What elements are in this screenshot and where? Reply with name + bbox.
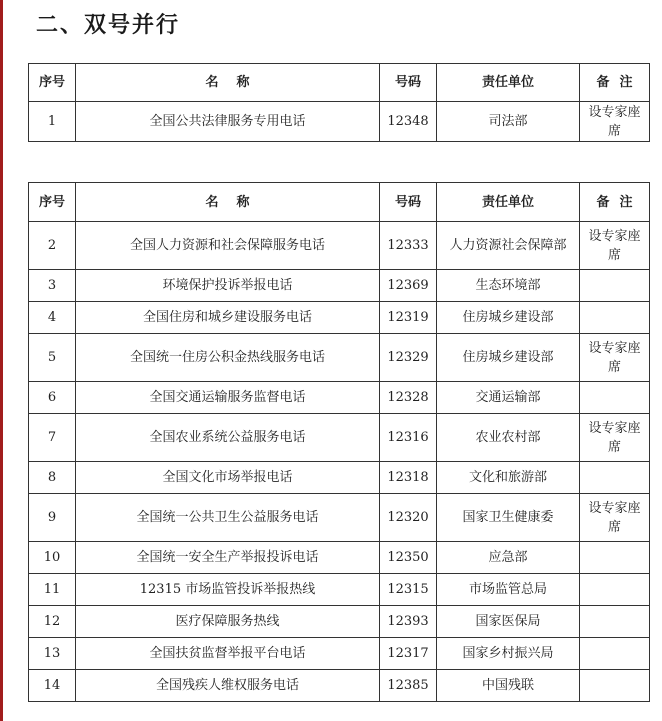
cell-name: 全国统一公共卫生公益服务电话	[76, 494, 380, 542]
header-num: 序号	[29, 183, 76, 222]
cell-name: 全国人力资源和社会保障服务电话	[76, 222, 380, 270]
cell-dept: 交通运输部	[437, 382, 580, 414]
cell-name: 全国住房和城乡建设服务电话	[76, 302, 380, 334]
cell-dept: 应急部	[437, 542, 580, 574]
cell-code: 12350	[380, 542, 437, 574]
cell-note	[580, 638, 650, 670]
cell-code: 12316	[380, 414, 437, 462]
header-name: 名称	[76, 183, 380, 222]
table-row	[29, 462, 650, 494]
cell-code: 12393	[380, 606, 437, 638]
cell-note	[580, 670, 650, 702]
cell-code: 12320	[380, 494, 437, 542]
hotline-table-1	[28, 63, 650, 142]
table-row	[29, 638, 650, 670]
cell-dept: 人力资源社会保障部	[437, 222, 580, 270]
cell-note: 设专家座席	[580, 334, 650, 382]
cell-code: 12317	[380, 638, 437, 670]
cell-name: 12315 市场监管投诉举报热线	[76, 574, 380, 606]
cell-code: 12318	[380, 462, 437, 494]
cell-code: 12348	[380, 102, 437, 142]
cell-num: 11	[29, 574, 76, 606]
header-note: 备注	[580, 64, 650, 102]
cell-note	[580, 302, 650, 334]
cell-note	[580, 574, 650, 606]
header-note: 备注	[580, 183, 650, 222]
left-margin-rule	[0, 0, 3, 721]
table-row	[29, 222, 650, 270]
cell-num: 9	[29, 494, 76, 542]
header-num: 序号	[29, 64, 76, 102]
table-header-row	[29, 183, 650, 222]
cell-code: 12385	[380, 670, 437, 702]
cell-code: 12333	[380, 222, 437, 270]
table-row	[29, 102, 650, 142]
cell-code: 12319	[380, 302, 437, 334]
cell-note: 设专家座席	[580, 102, 650, 142]
table-row	[29, 574, 650, 606]
cell-dept: 国家乡村振兴局	[437, 638, 580, 670]
cell-code: 12328	[380, 382, 437, 414]
cell-num: 6	[29, 382, 76, 414]
table-row	[29, 270, 650, 302]
table-row	[29, 414, 650, 462]
cell-dept: 中国残联	[437, 670, 580, 702]
table-header-row	[29, 64, 650, 102]
cell-dept: 住房城乡建设部	[437, 334, 580, 382]
cell-dept: 司法部	[437, 102, 580, 142]
cell-name: 全国农业系统公益服务电话	[76, 414, 380, 462]
cell-note: 设专家座席	[580, 222, 650, 270]
cell-name: 医疗保障服务热线	[76, 606, 380, 638]
cell-dept: 市场监管总局	[437, 574, 580, 606]
cell-dept: 农业农村部	[437, 414, 580, 462]
section-heading: 二、双号并行	[36, 13, 181, 38]
cell-num: 7	[29, 414, 76, 462]
header-code: 号码	[380, 183, 437, 222]
cell-dept: 生态环境部	[437, 270, 580, 302]
cell-name: 全国统一安全生产举报投诉电话	[76, 542, 380, 574]
hotline-table-2	[28, 182, 650, 702]
table-row	[29, 494, 650, 542]
cell-num: 14	[29, 670, 76, 702]
cell-note: 设专家座席	[580, 414, 650, 462]
cell-note	[580, 462, 650, 494]
cell-num: 12	[29, 606, 76, 638]
cell-num: 5	[29, 334, 76, 382]
cell-note	[580, 382, 650, 414]
cell-code: 12329	[380, 334, 437, 382]
cell-dept: 国家医保局	[437, 606, 580, 638]
cell-num: 13	[29, 638, 76, 670]
table-row	[29, 334, 650, 382]
table-row	[29, 302, 650, 334]
cell-dept: 文化和旅游部	[437, 462, 580, 494]
table-row	[29, 382, 650, 414]
cell-note	[580, 606, 650, 638]
cell-code: 12369	[380, 270, 437, 302]
header-code: 号码	[380, 64, 437, 102]
cell-dept: 国家卫生健康委	[437, 494, 580, 542]
cell-num: 2	[29, 222, 76, 270]
cell-name: 全国公共法律服务专用电话	[76, 102, 380, 142]
cell-num: 4	[29, 302, 76, 334]
cell-name: 全国残疾人维权服务电话	[76, 670, 380, 702]
table-row	[29, 670, 650, 702]
cell-name: 全国交通运输服务监督电话	[76, 382, 380, 414]
header-name: 名称	[76, 64, 380, 102]
cell-num: 1	[29, 102, 76, 142]
cell-dept: 住房城乡建设部	[437, 302, 580, 334]
cell-name: 全国统一住房公积金热线服务电话	[76, 334, 380, 382]
cell-note: 设专家座席	[580, 494, 650, 542]
cell-note	[580, 270, 650, 302]
cell-name: 环境保护投诉举报电话	[76, 270, 380, 302]
cell-code: 12315	[380, 574, 437, 606]
cell-num: 10	[29, 542, 76, 574]
cell-name: 全国扶贫监督举报平台电话	[76, 638, 380, 670]
cell-name: 全国文化市场举报电话	[76, 462, 380, 494]
cell-num: 8	[29, 462, 76, 494]
table-row	[29, 542, 650, 574]
header-dept: 责任单位	[437, 64, 580, 102]
cell-num: 3	[29, 270, 76, 302]
cell-note	[580, 542, 650, 574]
table-row	[29, 606, 650, 638]
header-dept: 责任单位	[437, 183, 580, 222]
